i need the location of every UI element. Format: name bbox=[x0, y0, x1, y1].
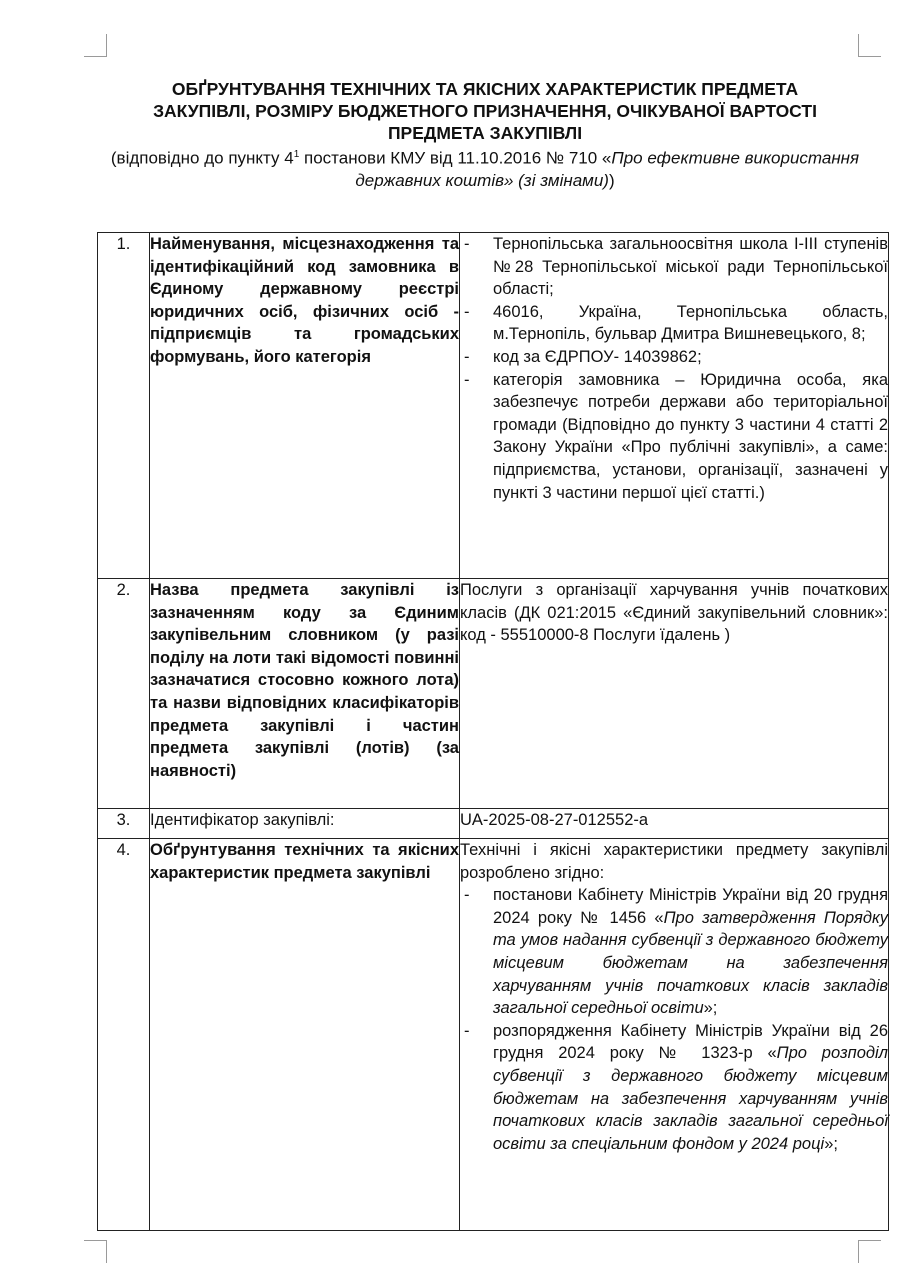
title-line-3: ПРЕДМЕТА ЗАКУПІВЛІ bbox=[387, 123, 583, 143]
list-item: - категорія замовника – Юридична особа, яка забезпечує потреби держави або територіальної громади (Відповідно до пункту 3 частини 4 статті 2 Закону України «Про публічні закупівлі», а саме: підприємства, установи, організації, зазначені у пункті 3 частини першої цієї статті.) bbox=[460, 369, 888, 505]
list-item: - Тернопільська загальноосвітня школа І-ІІІ ступенів №28 Тернопільської міської ради Тернопільської області; bbox=[460, 233, 888, 301]
row-number: 3. bbox=[98, 809, 150, 839]
item-text: постанови Кабінету Міністрів України від 20 грудня 2024 року № 1456 « bbox=[493, 886, 888, 927]
list-item: - код за ЄДРПОУ- 14039862; bbox=[460, 346, 888, 369]
item-text: розпорядження Кабінету Міністрів України від 26 грудня 2024 року № 1323-р « bbox=[493, 1021, 888, 1063]
table-row-4 bbox=[98, 839, 889, 1231]
procurement-id: UA-2025-08-27-012552-a bbox=[460, 809, 889, 839]
row-number: 1. bbox=[98, 233, 150, 579]
row-label: Назва предмета закупівлі із зазначенням коду за Єдиним закупівельним словником (у разі поділу на лоти такі відомості повинні зазначатися стосовно кожного лота) та назви відповідних класифікаторів предмета закупівлі і частин предмета закупівлі (лотів) (за наявності) bbox=[150, 579, 460, 809]
row-number: 4. bbox=[98, 839, 150, 1231]
table-row-2 bbox=[98, 579, 889, 809]
crop-mark-top-right bbox=[858, 34, 881, 57]
subtitle-superscript: 1 bbox=[293, 149, 300, 160]
subtitle-mid: постанови КМУ від 11.10.2016 № 710 « bbox=[299, 148, 612, 168]
customer-details-list bbox=[460, 233, 888, 504]
list-item: - 46016, Україна, Тернопільська область, м.Тернопіль, бульвар Дмитра Вишневецького, 8; bbox=[460, 301, 888, 346]
table-row-3 bbox=[98, 809, 889, 839]
subtitle-end: ) bbox=[608, 170, 615, 190]
title-line-1: ОБҐРУНТУВАННЯ ТЕХНІЧНИХ ТА ЯКІСНИХ ХАРАКТЕРИСТИК ПРЕДМЕТА bbox=[171, 79, 799, 99]
crop-mark-top-left bbox=[84, 34, 107, 57]
row-label: Обґрунтування технічних та якісних характеристик предмета закупівлі bbox=[150, 839, 460, 1231]
table-row-1 bbox=[98, 233, 889, 579]
row-label: Найменування, місцезнаходження та ідентифікаційний код замовника в Єдиному державному реєстрі юридичних осіб, фізичних осіб - підприємців та громадських формувань, його категорія bbox=[150, 233, 460, 579]
item-end: »; bbox=[703, 999, 718, 1018]
list-item bbox=[460, 1020, 888, 1156]
document-subtitle bbox=[110, 144, 860, 192]
item-italic: Про затвердження Порядку та умов надання субвенції з державного бюджету місцевим бюджетам на забезпечення харчуванням учнів початкових класів закладів загальної середньої освіти bbox=[493, 908, 888, 1018]
item-end: »; bbox=[824, 1134, 838, 1153]
row-value bbox=[460, 839, 889, 1231]
row-value: Послуги з організації харчування учнів початкових класів (ДК 021:2015 «Єдиний закупівельний словник»: код - 55510000-8 Послуги їдалень ) bbox=[460, 579, 889, 809]
item-italic: Про розподіл субвенції з державного бюджету місцевим бюджетам на забезпечення харчуванням учнів початкових класів закладів загальної середньої освіти за спеціальним фондом у 2024 році bbox=[493, 1044, 888, 1153]
row-value bbox=[460, 233, 889, 579]
document-title bbox=[110, 78, 860, 144]
subtitle-pre: (відповідно до пункту 4 bbox=[110, 148, 294, 168]
crop-mark-bottom-right bbox=[858, 1240, 881, 1263]
legal-basis-list bbox=[460, 884, 888, 1155]
crop-mark-bottom-left bbox=[84, 1240, 107, 1263]
list-item bbox=[460, 884, 888, 1020]
row-number: 2. bbox=[98, 579, 150, 809]
row-label: Ідентифікатор закупівлі: bbox=[150, 809, 460, 839]
title-line-2: ЗАКУПІВЛІ, РОЗМІРУ БЮДЖЕТНОГО ПРИЗНАЧЕННЯ, ОЧІКУВАНОЇ ВАРТОСТІ bbox=[153, 101, 817, 121]
subtitle-italic: Про ефективне використання державних коштів» (зі змінами) bbox=[355, 148, 860, 190]
procurement-table bbox=[97, 232, 889, 1231]
row-intro: Технічні і якісні характеристики предмету закупівлі розроблено згідно: bbox=[460, 841, 888, 882]
